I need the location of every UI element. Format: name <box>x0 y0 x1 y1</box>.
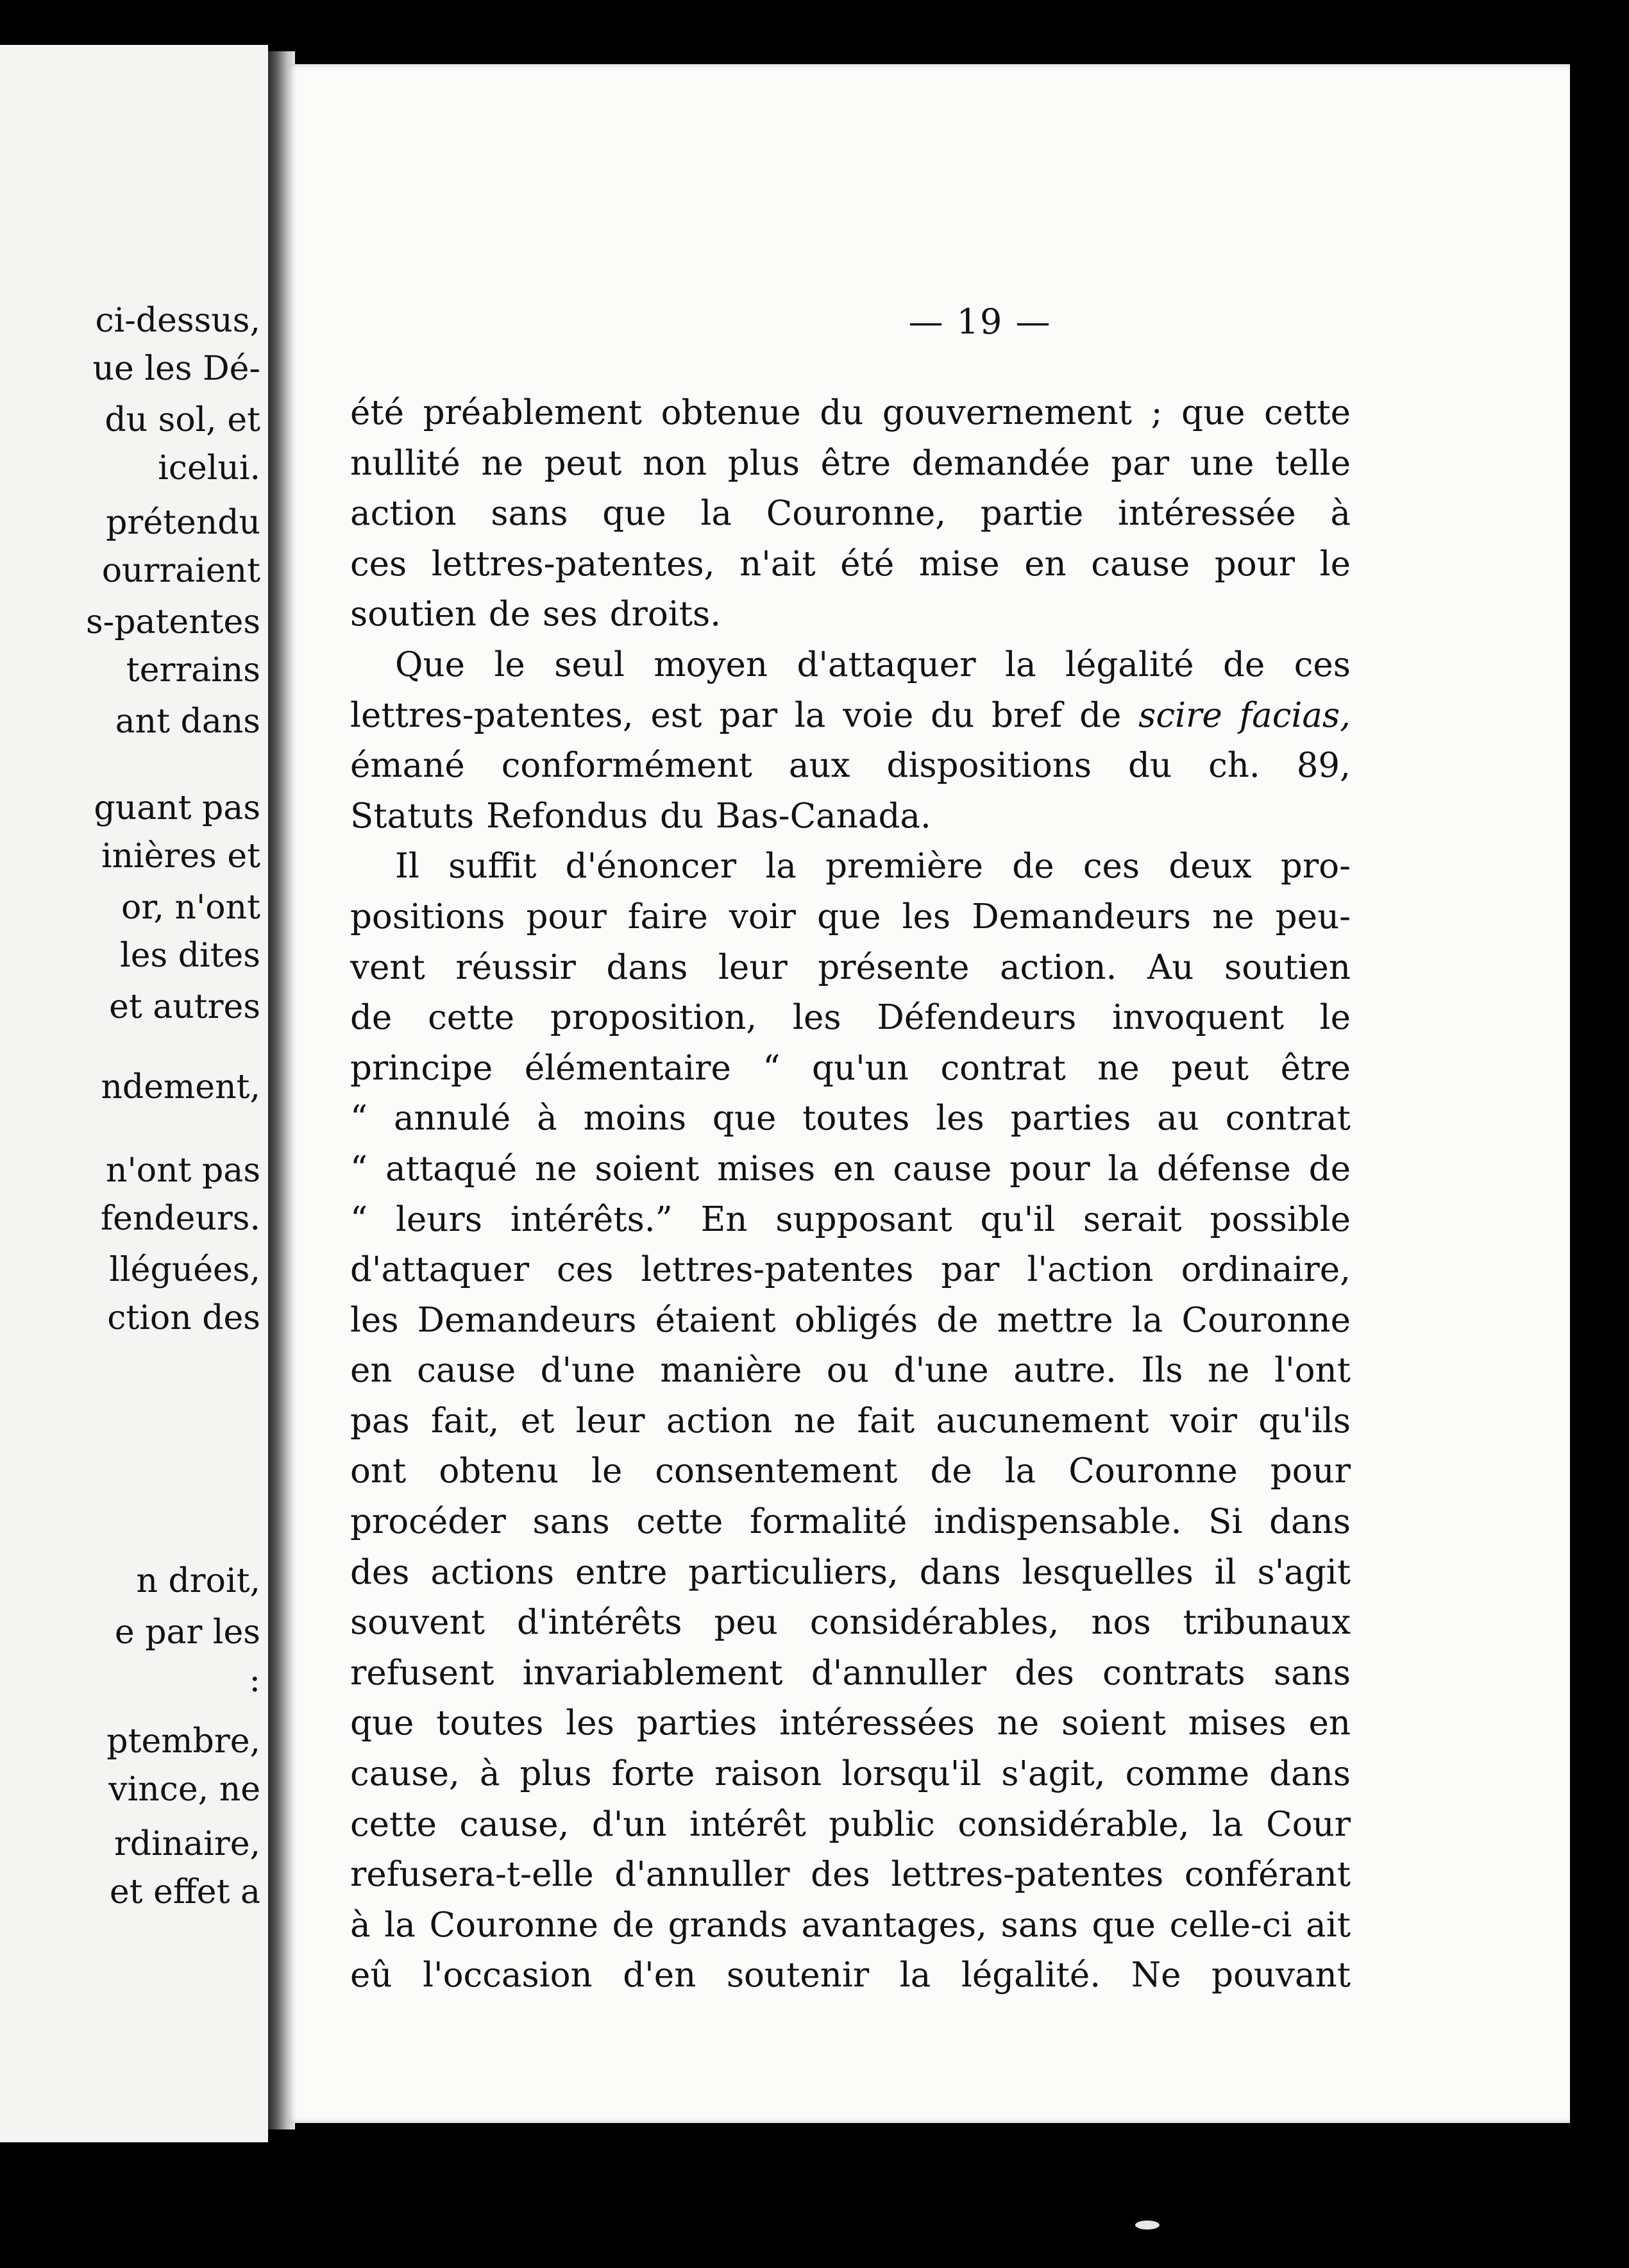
facing-page-line: ptembre, <box>106 1722 260 1761</box>
text-line: eû l'occasion d'en soutenir la légalité. Ne pouvant <box>350 1956 1351 1995</box>
text-line: ont obtenu le consentement de la Couronne pour <box>350 1451 1351 1491</box>
text-line: positions pour faire voir que les Demandeurs ne peu- <box>350 897 1351 936</box>
text-line: en cause d'une manière ou d'une autre. Ils ne l'ont <box>350 1351 1351 1391</box>
text-line: que toutes les parties intéressées ne soient mises en <box>350 1704 1351 1743</box>
facing-page-line: prétendu <box>106 504 260 542</box>
text-line: refusera-t-elle d'annuller des lettres-patentes conférant <box>350 1855 1351 1895</box>
text-line: vent réussir dans leur présente action. Au soutien <box>350 947 1351 987</box>
text-line: refusent invariablement d'annuller des contrats sans <box>350 1653 1351 1693</box>
text-line: nullité ne peut non plus être demandée par une telle <box>350 443 1351 483</box>
facing-page-line: ourraient <box>101 552 260 590</box>
text-line: Que le seul moyen d'attaquer la légalité de ces <box>395 645 1351 684</box>
text-line: les Demandeurs étaient obligés de mettre la Couronne <box>350 1300 1351 1340</box>
facing-page-line: et autres <box>109 988 260 1026</box>
facing-page-line: ue les Dé- <box>92 350 260 388</box>
text-line: Il suffit d'énoncer la première de ces deux pro- <box>395 847 1351 886</box>
page-number: — 19 — <box>908 301 1052 342</box>
text-line: d'attaquer ces lettres-patentes par l'action ordinaire, <box>350 1250 1351 1290</box>
text-line: souvent d'intérêts peu considérables, nos tribunaux <box>350 1603 1351 1643</box>
text-line: procéder sans cette formalité indispensable. Si dans <box>350 1502 1351 1542</box>
text-line: ces lettres-patentes, n'ait été mise en cause pour le <box>350 544 1351 584</box>
facing-page-line: ant dans <box>115 702 260 741</box>
text-line: principe élémentaire “ qu'un contrat ne peut être <box>350 1048 1351 1088</box>
text-line: action sans que la Couronne, partie intéressée à <box>350 494 1351 534</box>
paper-speck <box>1135 2221 1160 2230</box>
text-line: “ leurs intérêts.” En supposant qu'il serait possible <box>350 1199 1351 1239</box>
facing-page-line: ndement, <box>101 1068 260 1106</box>
facing-page-line: n droit, <box>136 1562 260 1600</box>
facing-page-line: ction des <box>107 1299 260 1337</box>
text-line: à la Couronne de grands avantages, sans que celle-ci ait <box>350 1905 1351 1945</box>
facing-page-line: fendeurs. <box>100 1199 260 1238</box>
text-segment: lettres-patentes, est par la voie du bref de <box>350 695 1122 735</box>
text-line: des actions entre particuliers, dans lesquelles il s'agit <box>350 1552 1351 1592</box>
facing-page-fragment <box>0 45 268 2142</box>
facing-page-line: terrains <box>126 651 260 690</box>
text-line: soutien de ses droits. <box>350 595 722 634</box>
facing-page-line: : <box>249 1661 260 1700</box>
facing-page-line: rdinaire, <box>114 1825 260 1863</box>
text-line: de cette proposition, les Défendeurs invoquent le <box>350 998 1351 1038</box>
facing-page-line: ci-dessus, <box>95 301 260 340</box>
text-line-with-italic <box>350 691 1351 741</box>
facing-page-line: les dites <box>120 936 260 975</box>
facing-page-line: vince, ne <box>108 1770 260 1809</box>
text-line: “ annulé à moins que toutes les parties au contrat <box>350 1099 1351 1138</box>
body-text <box>350 388 1351 2001</box>
facing-page-line: or, n'ont <box>121 888 260 927</box>
facing-page-line: icelui. <box>158 449 260 487</box>
text-line: émané conformément aux dispositions du ch. 89, <box>350 746 1351 786</box>
facing-page-line: guant pas <box>94 789 260 827</box>
facing-page-line: e par les <box>114 1613 260 1652</box>
facing-page-line: du sol, et <box>105 401 260 439</box>
text-line: cette cause, d'un intérêt public considérable, la Cour <box>350 1804 1351 1844</box>
text-line: pas fait, et leur action ne fait aucunement voir qu'ils <box>350 1401 1351 1441</box>
facing-page-line: lléguées, <box>109 1251 260 1289</box>
text-line: Statuts Refondus du Bas-Canada. <box>350 796 931 836</box>
text-line: “ attaqué ne soient mises en cause pour la défense de <box>350 1149 1351 1189</box>
facing-page-line: inières et <box>101 837 260 876</box>
facing-page-line: et effet a <box>109 1873 260 1911</box>
facing-page-line: s-patentes <box>85 603 260 641</box>
main-page <box>287 64 1570 2123</box>
italic-phrase: scire facias, <box>1138 695 1351 735</box>
text-line: cause, à plus forte raison lorsqu'il s'agit, comme dans <box>350 1754 1351 1794</box>
text-line: été préablement obtenue du gouvernement ; que cette <box>350 393 1351 432</box>
facing-page-line: n'ont pas <box>106 1151 260 1190</box>
